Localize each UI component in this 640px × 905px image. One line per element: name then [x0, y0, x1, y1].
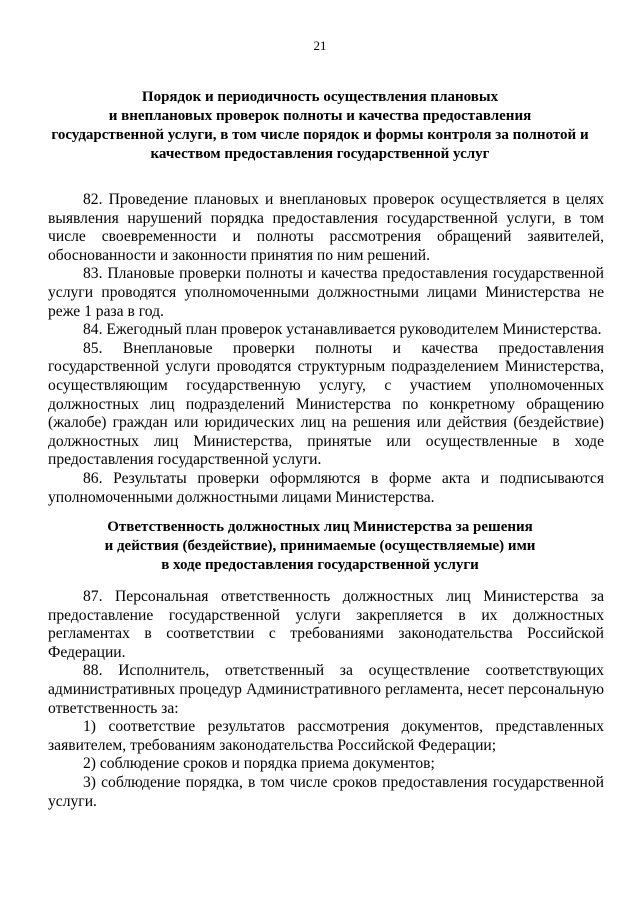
- section-1-title-line: и внеплановых проверок полноты и качества предоставления: [108, 108, 532, 124]
- paragraph-86: 86. Результаты проверки оформляются в форме акта и подписываются уполномоченными должностными лицами Министерства.: [48, 469, 604, 506]
- section-2-title: [40, 518, 600, 575]
- section-1-body: [48, 191, 604, 507]
- section-2-title-line: и действия (бездействие), принимаемые (осуществляемые) ими: [104, 538, 536, 554]
- list-item-3: 3) соблюдение порядка, в том числе сроков предоставления государственной услуги.: [48, 773, 604, 810]
- section-1-title-line: государственной услуги, в том числе порядок и формы контроля за полнотой и: [51, 127, 589, 143]
- section-1-title-line: качеством предоставления государственной услуг: [150, 146, 490, 162]
- paragraph-88: 88. Исполнитель, ответственный за осуществление соответствующих административных процедур Административного регламента, несет персональную ответственность за:: [48, 662, 604, 717]
- page-number: 21: [313, 38, 327, 53]
- section-1-title: [40, 88, 600, 164]
- paragraph-85: 85. Внеплановые проверки полноты и качества предоставления государственной услуги проводятся структурным подразделением Министерства, осуществляющим государственную услугу, с участием уполномоченных должностных лиц подразделений Министерства по конкретному обращению (жалобе) граждан или юридических лиц на решения или действия (бездействие) должностных лиц Министерства, принятые или осуществленные в ходе предоставления государственной услуги.: [48, 339, 604, 469]
- paragraph-84: 84. Ежегодный план проверок устанавливается руководителем Министерства.: [83, 321, 602, 339]
- paragraph-83: 83. Плановые проверки полноты и качества предоставления государственной услуги проводятся уполномоченными должностными лицами Министерства не реже 1 раза в год.: [48, 265, 604, 320]
- section-2-title-line: Ответственность должностных лиц Министерства за решения: [107, 519, 533, 535]
- section-2-body: [48, 588, 604, 811]
- section-1-title-line: Порядок и периодичность осуществления плановых: [141, 89, 499, 105]
- paragraph-87: 87. Персональная ответственность должностных лиц Министерства за предоставление государственной услуги закрепляется в их должностных регламентах в соответствии с требованиями законодательства Российской Федерации.: [48, 588, 604, 661]
- list-item-1: 1) соответствие результатов рассмотрения документов, представленных заявителем, требованиям законодательства Российской Федерации;: [48, 718, 604, 754]
- section-2-title-line: в ходе предоставления государственной услуги: [161, 557, 479, 573]
- list-item-2: 2) соблюдение сроков и порядка приема документов;: [83, 755, 435, 773]
- paragraph-82: 82. Проведение плановых и внеплановых проверок осуществляется в целях выявления нарушений порядка предоставления государственной услуги, в том числе своевременности и полноты рассмотрения обращений заявителей, обоснованности и законности принятия по ним решений.: [48, 191, 604, 264]
